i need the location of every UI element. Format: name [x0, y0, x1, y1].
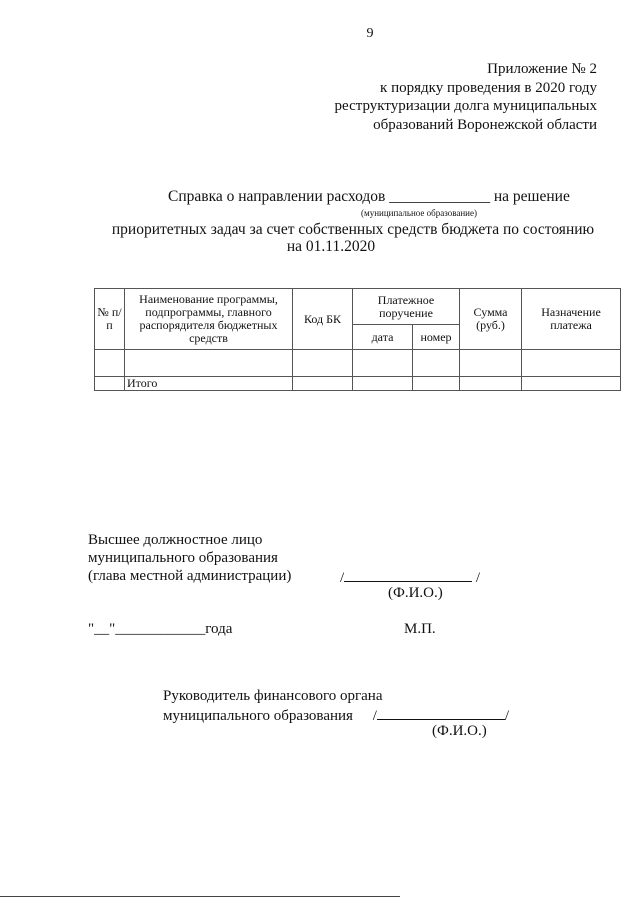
finance-slash-right: /	[504, 708, 510, 724]
header-budget-code: Код БК	[293, 289, 353, 350]
header-purpose: Назначение платежа	[522, 289, 621, 350]
annex-line-4: образований Воронежской области	[373, 116, 597, 133]
header-sum: Сумма (руб.)	[460, 289, 522, 350]
header-payment-order: Платежное поручение	[353, 289, 460, 325]
annex-header	[335, 60, 597, 134]
table-row	[95, 350, 621, 377]
table-total-row	[95, 377, 621, 391]
signature-slash-right: /	[475, 570, 481, 586]
date-day: "__"	[88, 621, 116, 637]
title-part-1: Справка о направлении расходов	[168, 188, 386, 205]
header-order-date: дата	[353, 325, 413, 350]
expenses-table	[94, 288, 621, 391]
signature-slash-left: /	[340, 570, 345, 586]
finance-head-block	[163, 687, 509, 725]
page-number: 9	[366, 26, 374, 41]
bottom-divider	[0, 896, 400, 897]
stamp-place: М.П.	[404, 621, 436, 637]
official-title-line-1: Высшее должностное лицо	[88, 532, 263, 548]
finance-signature-blank	[377, 705, 505, 720]
title-part-2: на решение	[493, 188, 570, 205]
annex-line-3: реструктуризации долга муниципальных	[334, 98, 597, 114]
official-title-line-2: муниципального образования	[88, 550, 278, 566]
document-title-line-1	[168, 188, 570, 206]
finance-slash-left: /	[372, 708, 377, 724]
date-year: года	[205, 621, 233, 637]
title-caption: (муниципальное образование)	[361, 208, 477, 218]
table-header-row	[95, 289, 621, 325]
official-fio-caption: (Ф.И.О.)	[388, 585, 443, 601]
official-signature-block	[88, 531, 291, 585]
date-blank: ____________	[115, 621, 206, 637]
annex-line-2: к порядку проведения в 2020 году	[380, 79, 597, 96]
signature-blank	[344, 567, 472, 582]
header-number: № п/п	[95, 289, 125, 350]
title-blank: _____________	[389, 188, 490, 205]
date-field	[88, 620, 232, 638]
annex-line-1: Приложение № 2	[487, 61, 597, 77]
total-label: Итого	[125, 377, 293, 391]
header-order-number: номер	[413, 325, 460, 350]
document-title-line-2: приоритетных задач за счет собственных средств бюджета по состоянию	[111, 221, 595, 238]
document-title-line-3: на 01.11.2020	[286, 238, 376, 255]
official-title-line-3: (глава местной администрации)	[88, 568, 292, 584]
finance-fio-caption: (Ф.И.О.)	[432, 723, 487, 739]
header-program-name: Наименование программы, подпрограммы, главного распорядителя бюджетных средств	[125, 289, 293, 350]
finance-head-line-1: Руководитель финансового органа	[163, 688, 383, 704]
finance-head-org: муниципального образования	[163, 708, 353, 724]
